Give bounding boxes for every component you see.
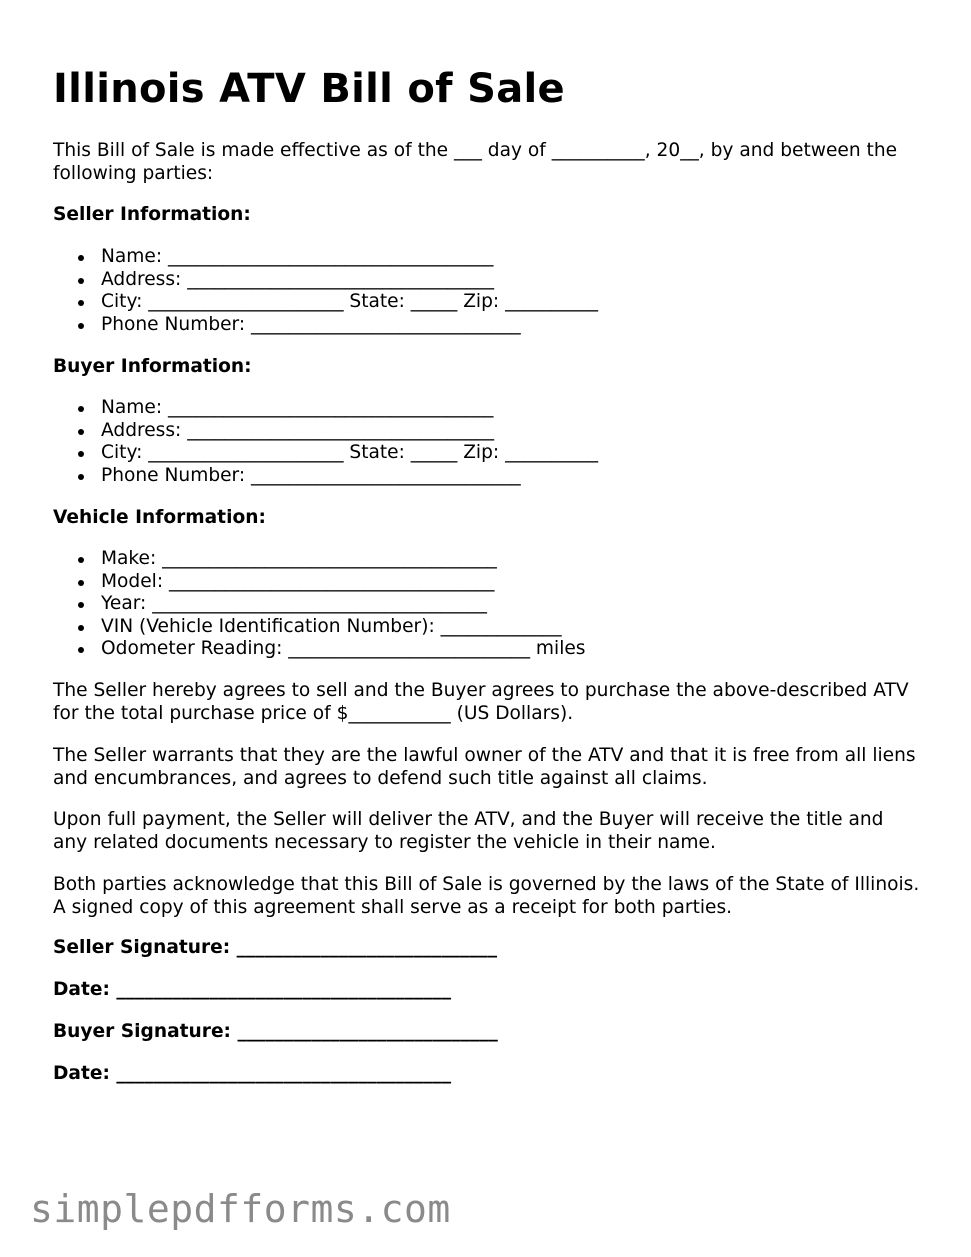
seller-date-line[interactable]: Date: ____________________________________ (53, 979, 452, 1000)
delivery-paragraph: Upon full payment, the Seller will deliver the ATV, and the Buyer will receive the title and any related documents necessary to register the vehicle in their name. (53, 809, 884, 853)
vehicle-model-field[interactable]: Model: ___________________________________ (101, 571, 586, 594)
vehicle-odometer-field[interactable]: Odometer Reading: __________________________ miles (101, 638, 586, 660)
vehicle-heading: Vehicle Information: (53, 507, 266, 528)
vehicle-info-list (53, 548, 586, 661)
seller-name-field[interactable]: Name: ___________________________________ (101, 246, 598, 269)
buyer-heading: Buyer Information: (53, 356, 252, 377)
seller-heading: Seller Information: (53, 204, 251, 225)
vehicle-vin-field[interactable]: VIN (Vehicle Identification Number): _____________ (101, 616, 586, 639)
buyer-signature-line[interactable]: Buyer Signature: ____________________________ (53, 1021, 498, 1042)
buyer-city-state-zip-field[interactable]: City: _____________________ State: _____ Zip: __________ (101, 442, 599, 464)
watermark: simplepdfforms.com (30, 1187, 451, 1231)
page-title: Illinois ATV Bill of Sale (53, 66, 565, 112)
seller-signature-line[interactable]: Seller Signature: ____________________________ (53, 937, 497, 958)
seller-info-list (53, 246, 598, 336)
buyer-name-field[interactable]: Name: ___________________________________ (101, 397, 598, 420)
warranty-paragraph: The Seller warrants that they are the lawful owner of the ATV and that it is free from all liens and encumbrances, and agrees to defend such title against all claims. (53, 745, 916, 789)
seller-address-field[interactable]: Address: _________________________________ (101, 269, 598, 292)
governing-law-paragraph: Both parties acknowledge that this Bill of Sale is governed by the laws of the State of Illinois. A signed copy of this agreement shall serve as a receipt for both parties. (53, 874, 920, 918)
buyer-date-line[interactable]: Date: ____________________________________ (53, 1063, 452, 1084)
vehicle-year-field[interactable]: Year: ____________________________________ (101, 593, 586, 616)
seller-phone-field[interactable]: Phone Number: _____________________________ (101, 314, 598, 337)
vehicle-make-field[interactable]: Make: ____________________________________ (101, 548, 586, 571)
intro-paragraph: This Bill of Sale is made effective as of the ___ day of __________, 20__, by and between the following parties: (53, 140, 898, 184)
seller-city-state-zip-field[interactable]: City: _____________________ State: _____ Zip: __________ (101, 291, 599, 313)
purchase-price-paragraph: The Seller hereby agrees to sell and the Buyer agrees to purchase the above-described ATV for the total purchase price of $___________ (US Dollars). (53, 680, 909, 724)
buyer-phone-field[interactable]: Phone Number: _____________________________ (101, 465, 598, 488)
buyer-address-field[interactable]: Address: _________________________________ (101, 420, 598, 443)
buyer-info-list (53, 397, 598, 487)
